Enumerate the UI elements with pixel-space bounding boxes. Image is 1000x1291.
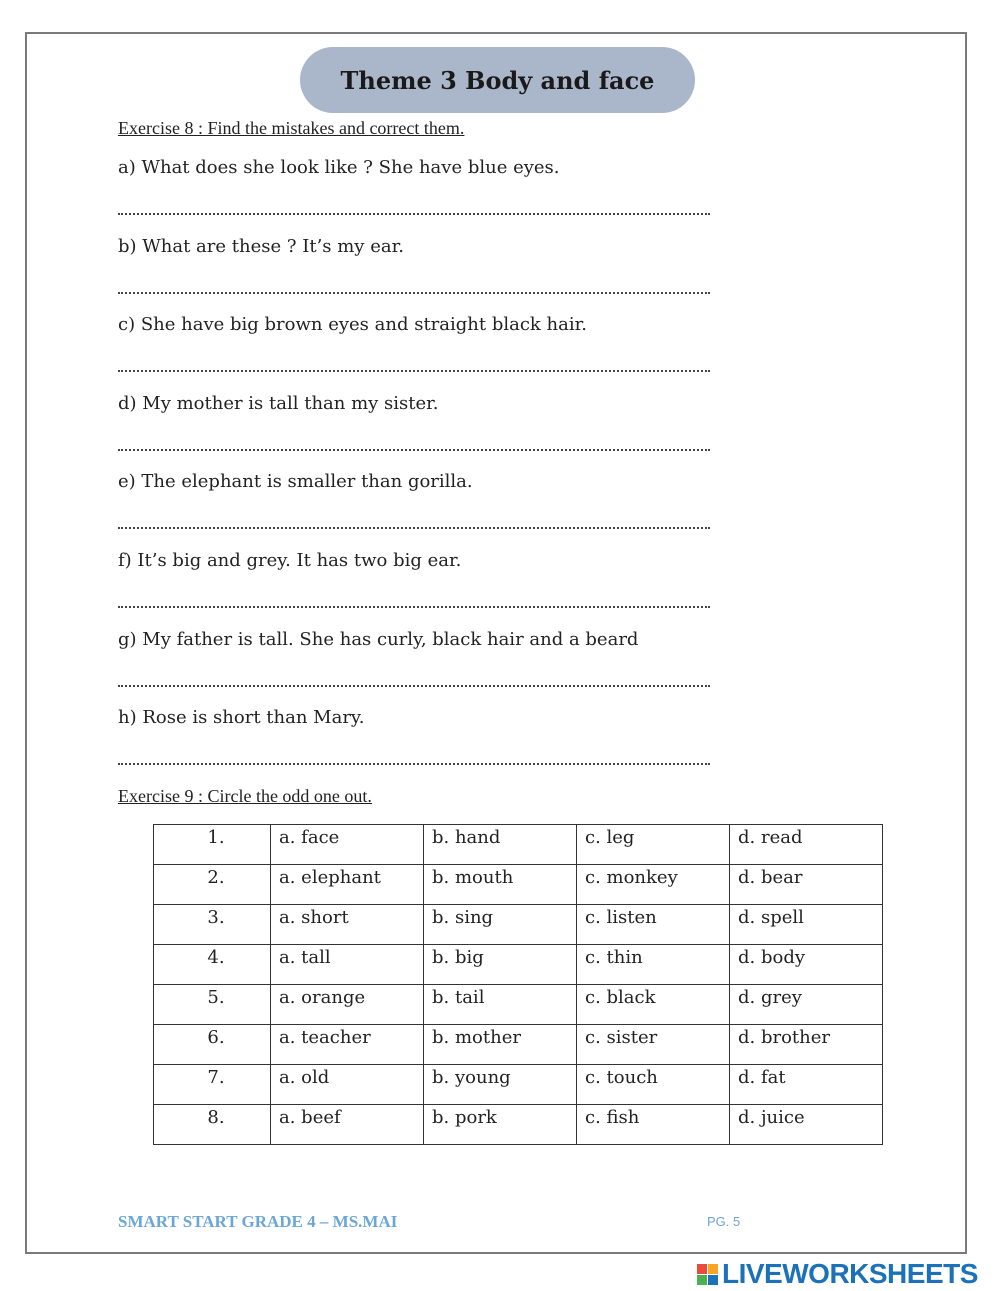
- option-d[interactable]: d. spell: [730, 905, 883, 945]
- exercise-8-question: e) The elephant is smaller than gorilla.: [118, 471, 473, 493]
- table-row: [154, 865, 883, 905]
- exercise-8-question: h) Rose is short than Mary.: [118, 707, 365, 729]
- option-c[interactable]: c. sister: [577, 1025, 730, 1065]
- option-d[interactable]: d. bear: [730, 865, 883, 905]
- table-row: [154, 1105, 883, 1145]
- option-c[interactable]: c. leg: [577, 825, 730, 865]
- logo-square: [708, 1275, 718, 1285]
- option-b[interactable]: b. hand: [424, 825, 577, 865]
- footer-course-label: SMART START GRADE 4 – MS.MAI: [118, 1212, 398, 1231]
- exercise-8-question: b) What are these ? It’s my ear.: [118, 235, 404, 257]
- liveworksheets-logo-icon: [697, 1264, 718, 1285]
- row-number: 5.: [154, 985, 271, 1025]
- answer-line[interactable]: [118, 525, 710, 529]
- option-b[interactable]: b. big: [424, 945, 577, 985]
- option-c[interactable]: c. touch: [577, 1065, 730, 1105]
- row-number: 6.: [154, 1025, 271, 1065]
- option-c[interactable]: c. black: [577, 985, 730, 1025]
- row-number: 7.: [154, 1065, 271, 1105]
- liveworksheets-brand: [697, 1258, 978, 1290]
- option-a[interactable]: a. orange: [271, 985, 424, 1025]
- option-a[interactable]: a. beef: [271, 1105, 424, 1145]
- answer-line[interactable]: [118, 290, 710, 294]
- row-number: 1.: [154, 825, 271, 865]
- row-number: 3.: [154, 905, 271, 945]
- option-b[interactable]: b. sing: [424, 905, 577, 945]
- exercise-9-heading: Exercise 9 : Circle the odd one out.: [118, 786, 372, 806]
- logo-square: [697, 1264, 707, 1274]
- table-row: [154, 1065, 883, 1105]
- option-a[interactable]: a. short: [271, 905, 424, 945]
- answer-line[interactable]: [118, 604, 710, 608]
- answer-line[interactable]: [118, 761, 710, 765]
- answer-line[interactable]: [118, 368, 710, 372]
- answer-line[interactable]: [118, 447, 710, 451]
- table-row: [154, 945, 883, 985]
- exercise-8-question: a) What does she look like ? She have blue eyes.: [118, 157, 560, 178]
- option-b[interactable]: b. tail: [424, 985, 577, 1025]
- option-a[interactable]: a. elephant: [271, 865, 424, 905]
- exercise-8-question: d) My mother is tall than my sister.: [118, 392, 439, 414]
- option-c[interactable]: c. fish: [577, 1105, 730, 1145]
- exercise-8-question: f) It’s big and grey. It has two big ear.: [118, 550, 462, 571]
- answer-line[interactable]: [118, 683, 710, 687]
- option-b[interactable]: b. mouth: [424, 865, 577, 905]
- footer-page-number: PG. 5: [707, 1214, 741, 1229]
- option-c[interactable]: c. monkey: [577, 865, 730, 905]
- option-b[interactable]: b. young: [424, 1065, 577, 1105]
- page-title: Theme 3 Body and face: [300, 47, 695, 113]
- table-row: [154, 825, 883, 865]
- table-row: [154, 905, 883, 945]
- brand-text: LIVEWORKSHEETS: [722, 1258, 978, 1289]
- table-row: [154, 985, 883, 1025]
- option-d[interactable]: d. body: [730, 945, 883, 985]
- option-d[interactable]: d. juice: [730, 1105, 883, 1145]
- option-a[interactable]: a. old: [271, 1065, 424, 1105]
- option-d[interactable]: d. grey: [730, 985, 883, 1025]
- option-d[interactable]: d. brother: [730, 1025, 883, 1065]
- row-number: 8.: [154, 1105, 271, 1145]
- exercise-8-question: c) She have big brown eyes and straight black hair.: [118, 314, 587, 336]
- option-a[interactable]: a. face: [271, 825, 424, 865]
- option-c[interactable]: c. listen: [577, 905, 730, 945]
- table-row: [154, 1025, 883, 1065]
- answer-line[interactable]: [118, 211, 710, 215]
- option-b[interactable]: b. mother: [424, 1025, 577, 1065]
- option-d[interactable]: d. fat: [730, 1065, 883, 1105]
- option-d[interactable]: d. read: [730, 825, 883, 865]
- row-number: 2.: [154, 865, 271, 905]
- row-number: 4.: [154, 945, 271, 985]
- exercise-8-question: g) My father is tall. She has curly, black hair and a beard: [118, 628, 639, 650]
- logo-square: [697, 1275, 707, 1285]
- logo-square: [708, 1264, 718, 1274]
- option-a[interactable]: a. tall: [271, 945, 424, 985]
- option-a[interactable]: a. teacher: [271, 1025, 424, 1065]
- exercise-8-heading: Exercise 8 : Find the mistakes and correct them.: [118, 118, 465, 138]
- option-c[interactable]: c. thin: [577, 945, 730, 985]
- option-b[interactable]: b. pork: [424, 1105, 577, 1145]
- odd-one-out-table: [153, 824, 883, 1145]
